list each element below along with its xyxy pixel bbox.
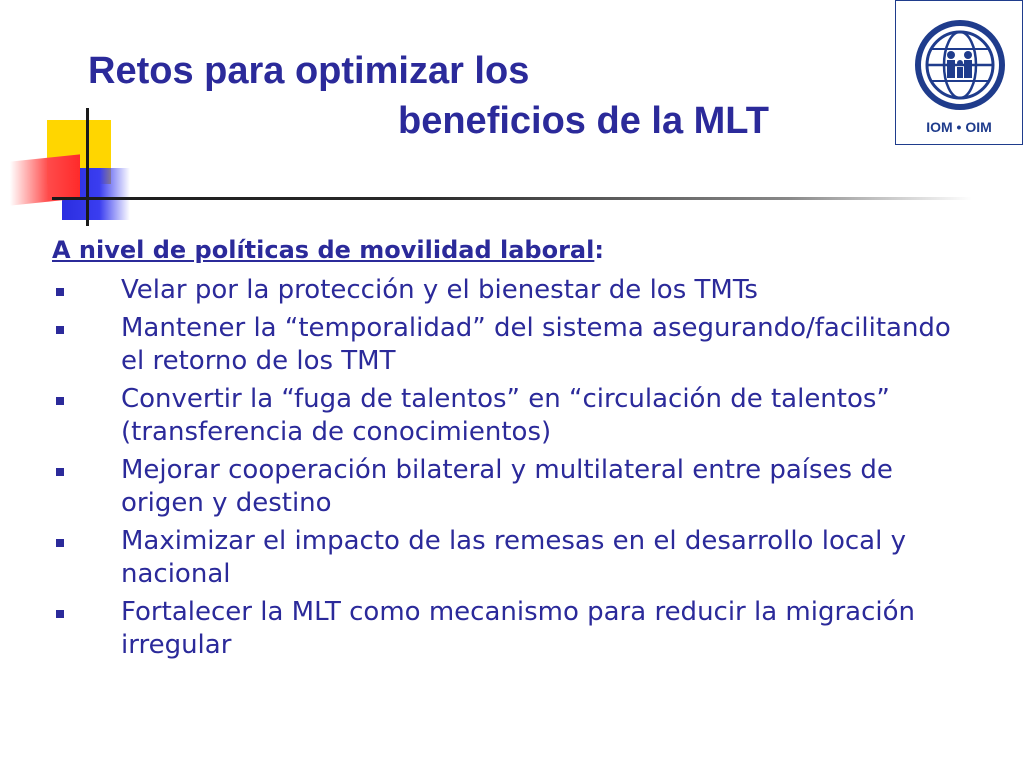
horizontal-rule bbox=[52, 197, 972, 200]
square-bullet-icon bbox=[56, 326, 64, 334]
list-item bbox=[52, 383, 982, 449]
list-item bbox=[52, 454, 982, 520]
section-heading-text: A nivel de políticas de movilidad laboral bbox=[52, 236, 595, 264]
list-item-text: Maximizar el impacto de las remesas en el desarrollo local y nacional bbox=[121, 526, 906, 589]
list-item-text: Mejorar cooperación bilateral y multilateral entre países de origen y destino bbox=[121, 455, 893, 518]
list-item bbox=[52, 596, 982, 662]
list-item-text: Velar por la protección y el bienestar de los TMTs bbox=[121, 275, 758, 305]
list-item-text: Convertir la “fuga de talentos” en “circulación de talentos” (transferencia de conocimientos) bbox=[121, 384, 890, 447]
section-heading bbox=[52, 231, 982, 269]
list-item-text: Fortalecer la MLT como mecanismo para reducir la migración irregular bbox=[121, 597, 916, 660]
slide-body bbox=[52, 231, 982, 662]
list-item bbox=[52, 312, 982, 378]
square-bullet-icon bbox=[56, 397, 64, 405]
bullet-list bbox=[52, 274, 982, 662]
title-line-1: Retos para optimizar los bbox=[88, 50, 530, 92]
list-item bbox=[52, 274, 982, 307]
square-bullet-icon bbox=[56, 539, 64, 547]
title-line-2: beneficios de la MLT bbox=[398, 100, 769, 142]
list-item bbox=[52, 525, 982, 591]
section-heading-colon: : bbox=[594, 236, 604, 264]
slide-title bbox=[88, 46, 868, 146]
square-bullet-icon bbox=[56, 468, 64, 476]
iom-logo bbox=[895, 0, 1023, 145]
globe-family-icon bbox=[908, 19, 1012, 119]
square-bullet-icon bbox=[56, 610, 64, 618]
square-bullet-icon bbox=[56, 288, 64, 296]
list-item-text: Mantener la “temporalidad” del sistema asegurando/facilitando el retorno de los TMT bbox=[121, 313, 951, 376]
logo-text: IOM • OIM bbox=[926, 119, 992, 135]
